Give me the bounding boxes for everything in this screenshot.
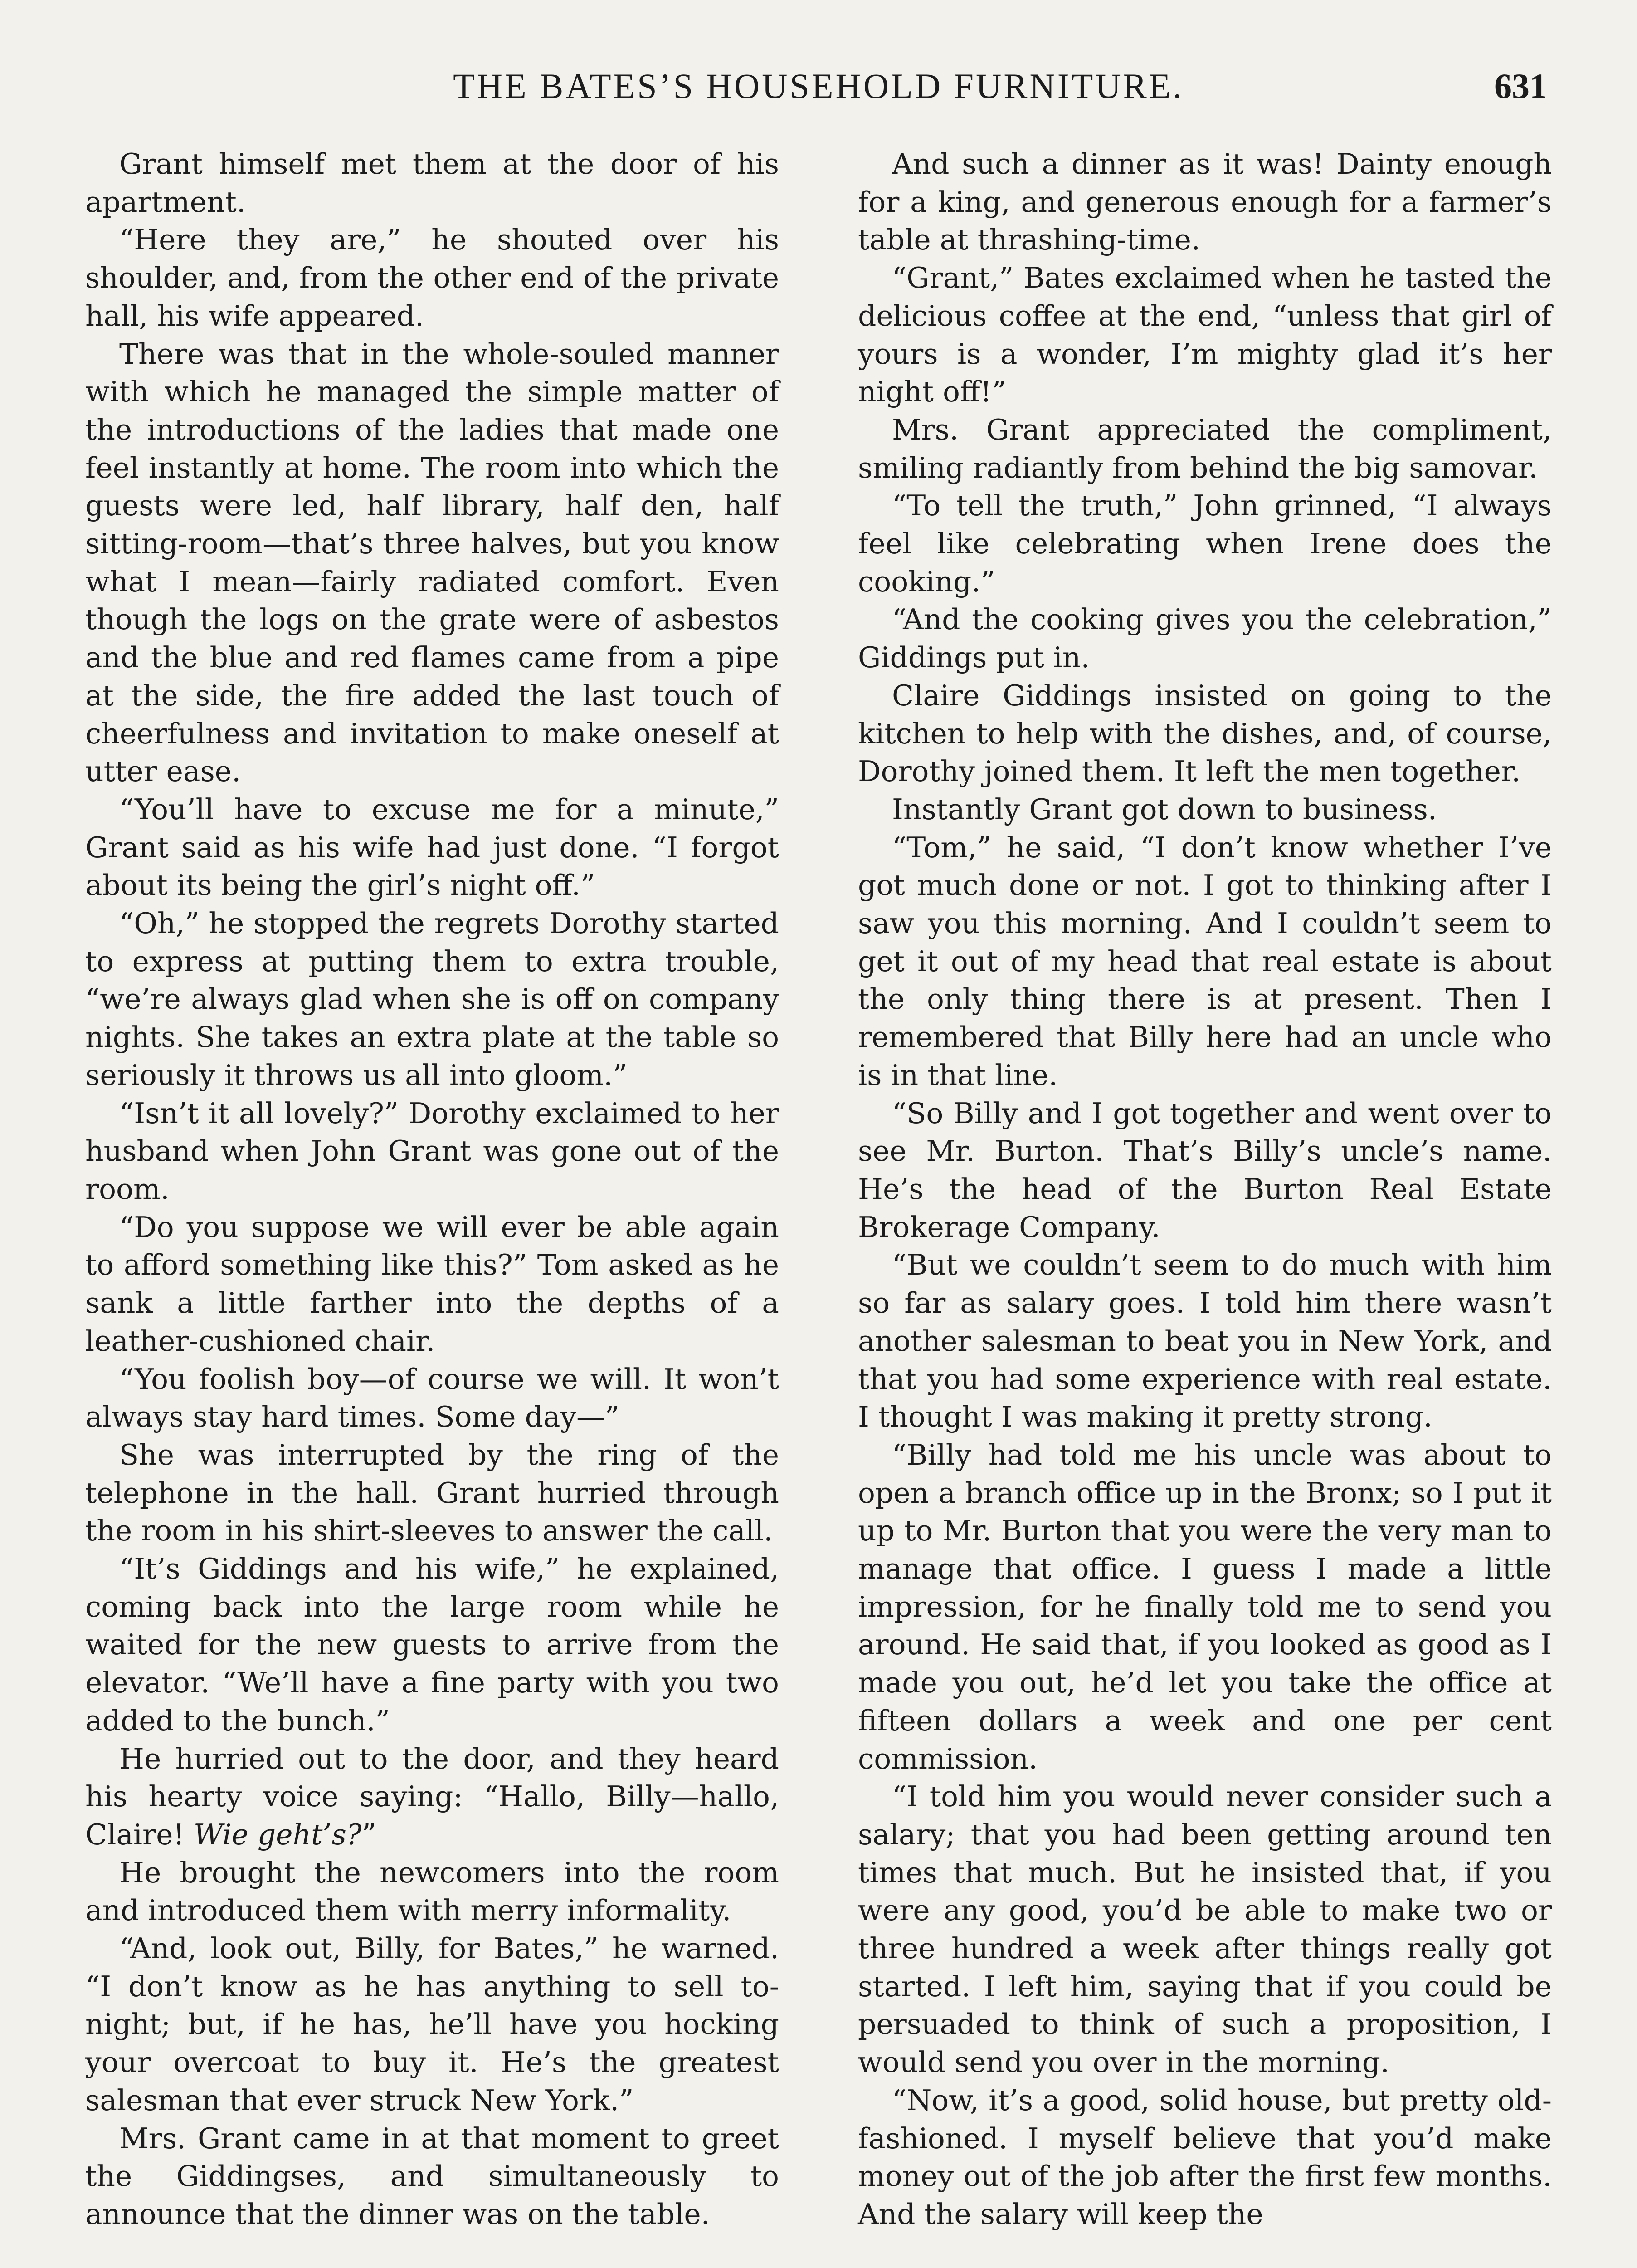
paragraph: “You foolish boy—of course we will. It won’t always stay hard times. Some day—”	[85, 1362, 779, 1434]
paragraph: “Here they are,” he shouted over his shoulder, and, from the other end of the private hall, his wife appeared.	[85, 223, 779, 332]
paragraph: “But we couldn’t seem to do much with him so far as salary goes. I told him there wasn’t another salesman to beat you in New York, and that you had some experience with real estate. I thought I was making it pretty strong.	[858, 1248, 1552, 1434]
paragraph: “To tell the truth,” John grinned, “I always feel like celebrating when Irene does the cooking.”	[858, 489, 1552, 598]
paragraph: “Oh,” he stopped the regrets Dorothy started to express at putting them to extra trouble, “we’re always glad when she is off on company nights. She takes an extra plate at the table so seriously it throws us all into gloom.”	[85, 907, 779, 1092]
paragraph: There was that in the whole-souled manner with which he managed the simple matter of the introductions of the ladies that made one feel instantly at home. The room into which the guests were led, half library, half den, half sitting-room—that’s three halves, but you know what I mean—fairly radiated comfort. Even though the logs on the grate were of asbestos and the blue and red flames came from a pipe at the side, the fire added the last touch of cheerfulness and invitation to make oneself at utter ease.	[85, 337, 779, 788]
paragraph: She was interrupted by the ring of the telephone in the hall. Grant hurried through the room in his shirt-sleeves to answer the call.	[85, 1438, 779, 1548]
right-column	[858, 145, 1552, 2234]
paragraph: Instantly Grant got down to business.	[892, 792, 1437, 826]
page-header	[85, 64, 1552, 113]
left-column	[85, 145, 779, 2234]
paragraph: Claire Giddings insisted on going to the kitchen to help with the dishes, and, of course, Dorothy joined them. It left the men together.	[858, 679, 1552, 788]
italic-phrase: Wie geht’s?	[193, 1818, 362, 1851]
paragraph: Mrs. Grant came in at that moment to greet the Giddingses, and simultaneously to announce that the dinner was on the table.	[85, 2121, 779, 2231]
paragraph: “You’ll have to excuse me for a minute,” Grant said as his wife had just done. “I forgot about its being the girl’s night off.”	[85, 792, 779, 902]
paragraph: “It’s Giddings and his wife,” he explained, coming back into the large room while he waited for the new guests to arrive from the elevator. “We’ll have a fine party with you two added to the bunch.”	[85, 1552, 779, 1737]
running-title: THE BATES’S HOUSEHOLD FURNITURE.	[453, 66, 1184, 106]
paragraph: And such a dinner as it was! Dainty enough for a king, and generous enough for a farmer’s table at thrashing-time.	[858, 147, 1552, 257]
page-number: 631	[1494, 66, 1547, 106]
paragraph: He brought the newcomers into the room and introduced them with merry informality.	[85, 1856, 779, 1927]
paragraph: “Tom,” he said, “I don’t know whether I’ve got much done or not. I got to thinking after I saw you this morning. And I couldn’t seem to get it out of my head that real estate is about the only thing there is at present. Then I remembered that Billy here had an uncle who is in that line.	[858, 831, 1552, 1092]
paragraph: “Billy had told me his uncle was about to open a branch office up in the Bronx; so I put it up to Mr. Burton that you were the very man to manage that office. I guess I made a little impression, for he finally told me to send you around. He said that, if you looked as good as I made you out, he’d let you take the office at fifteen dollars a week and one per cent commission.	[858, 1438, 1552, 1775]
paragraph: “Do you suppose we will ever be able again to afford something like this?” Tom asked as he sank a little farther into the depths of a leather-cushioned chair.	[85, 1210, 779, 1358]
paragraph: “Grant,” Bates exclaimed when he tasted the delicious coffee at the end, “unless that girl of yours is a wonder, I’m mighty glad it’s her night off!”	[858, 261, 1552, 409]
paragraph: Mrs. Grant appreciated the compliment, smiling radiantly from behind the big samovar.	[858, 413, 1552, 484]
paragraph: Grant himself met them at the door of his apartment.	[85, 147, 779, 219]
paragraph: “And, look out, Billy, for Bates,” he warned. “I don’t know as he has anything to sell to-night; but, if he has, he’ll have you hocking your overcoat to buy it. He’s the greatest salesman that ever struck New York.”	[85, 1932, 779, 2117]
text-columns	[85, 145, 1552, 2234]
paragraph: “Now, it’s a good, solid house, but pretty old-fashioned. I myself believe that you’d make money out of the job after the first few months. And the salary will keep the	[858, 2083, 1552, 2231]
paragraph: “I told him you would never consider such a salary; that you had been getting around ten times that much. But he insisted that, if you were any good, you’d be able to make two or three hundred a week after things really got started. I left him, saying that if you could be persuaded to think of such a proposition, I would send you over in the morning.	[858, 1780, 1552, 2079]
paragraph: “And the cooking gives you the celebration,” Giddings put in.	[858, 603, 1552, 675]
paragraph: “So Billy and I got together and went over to see Mr. Burton. That’s Billy’s uncle’s name. He’s the head of the Burton Real Estate Brokerage Company.	[858, 1096, 1552, 1244]
paragraph: He hurried out to the door, and they heard his hearty voice saying: “Hallo, Billy—hallo, Claire! Wie geht’s?”	[85, 1742, 779, 1851]
paragraph: “Isn’t it all lovely?” Dorothy exclaimed to her husband when John Grant was gone out of the room.	[85, 1096, 779, 1206]
